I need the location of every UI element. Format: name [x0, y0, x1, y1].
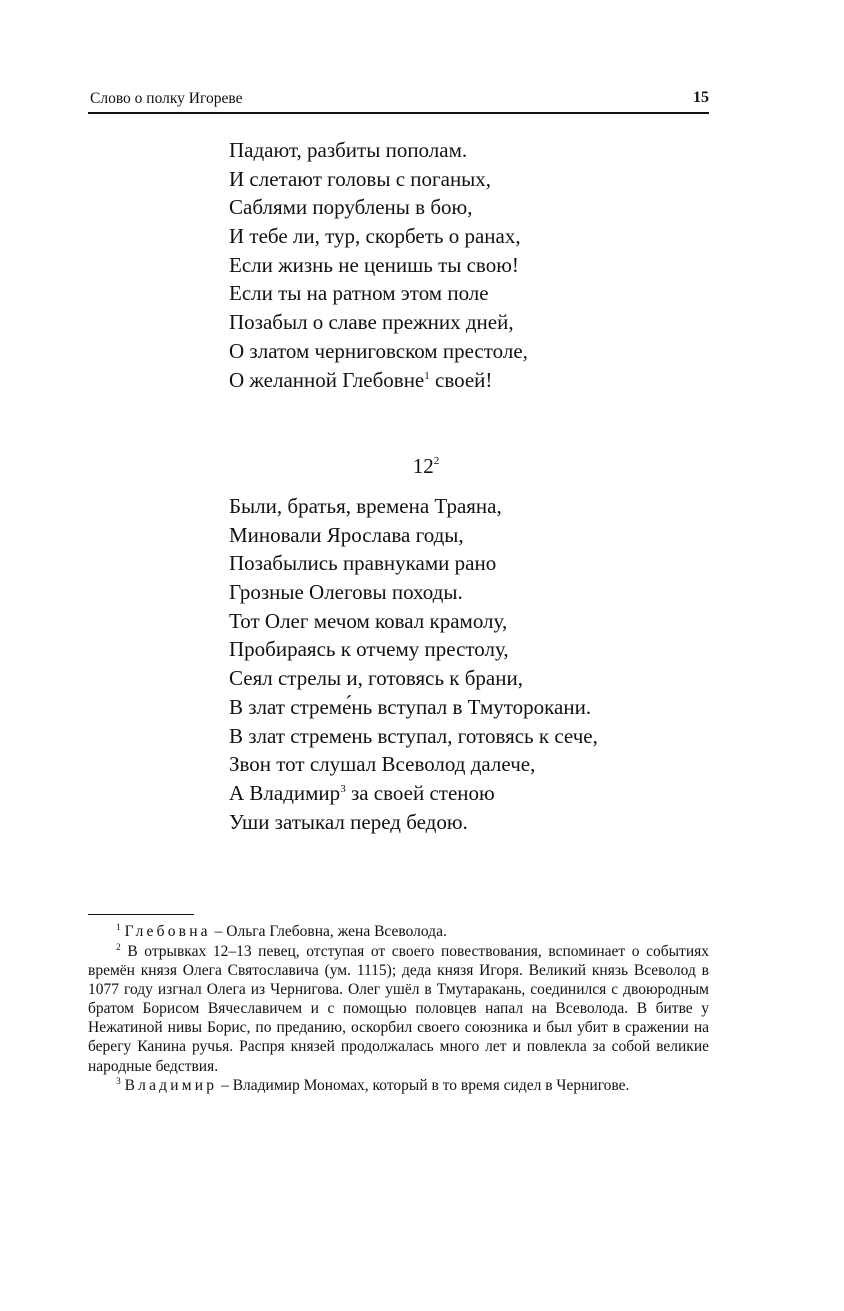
verse-line: Уши затыкал перед бедою.	[229, 809, 468, 834]
verse-line: Саблями порублены в бою,	[229, 195, 473, 220]
verse-text: за своей стеною	[350, 780, 495, 805]
footnote-text: – Владимир Мономах, который в то время сидел в Чернигове.	[217, 1076, 630, 1094]
stanza-12-verses	[229, 492, 598, 836]
verse-text: А Владимир	[229, 780, 341, 805]
verse-line: Позабылись правнуками рано	[229, 551, 497, 576]
footnote-ref-1[interactable]: 1	[424, 369, 430, 382]
verse-line: Если ты на ратном этом поле	[229, 281, 489, 306]
footnote-divider	[88, 914, 194, 915]
footnote-3	[88, 1076, 709, 1095]
running-header	[88, 88, 709, 114]
footnote-2	[88, 942, 709, 1076]
footnote-ref-3[interactable]: 3	[340, 782, 346, 795]
verse-line: Позабыл о славе прежних дней,	[229, 310, 514, 335]
verse-text: О желанной Глебовне	[229, 367, 425, 392]
footnote-text: – Ольга Глебовна, жена Всеволода.	[210, 923, 447, 940]
verse-line: Тот Олег мечом ковал крамолу,	[229, 608, 508, 633]
footnotes	[88, 922, 709, 1095]
verse-line: Если жизнь не ценишь ты свою!	[229, 252, 519, 277]
verse-line: В злат стреме́нь вступал в Тмуторокани.	[229, 694, 592, 719]
verse-line	[229, 779, 598, 808]
verse-line: О златом черниговском престоле,	[229, 338, 528, 363]
footnote-marker: 3	[116, 1076, 121, 1087]
verse-line	[229, 366, 528, 395]
verse-line: Падают, разбиты пополам.	[229, 138, 468, 162]
footnote-text: В отрывках 12–13 певец, отступая от своего повествования, вспоминает о событиях времён князя Олега Святославича (ум. 1115); деда князя Игоря. Великий князь Всеволод в 1077 году изгнал Олега из Чернигова. Олег ушёл в Тмутаракань, соединился с двоюродным братом Борисом Вячеславичем и с помощью половцев напал на Всеволода. В битве у Нежатиной нивы Борис, по преданию, оскорбил своего союзника и был убит в сражении на берегу Канина ручья. Распря князей продолжалась много лет и повлекла за собой великие народные бедствия.	[88, 943, 709, 1075]
footnote-1	[88, 922, 709, 942]
verse-line: Сеял стрелы и, готовясь к брани,	[229, 666, 523, 691]
footnote-ref-2[interactable]: 2	[433, 455, 440, 467]
verse-line: В злат стремень вступал, готовясь к сече,	[229, 723, 598, 748]
footnote-marker: 2	[116, 943, 121, 953]
running-title: Слово о полку Игореве	[90, 90, 243, 107]
section-number-text: 12	[412, 454, 434, 478]
verse-line: И тебе ли, тур, скорбеть о ранах,	[229, 224, 521, 249]
footnote-marker: 1	[116, 923, 121, 933]
verse-line: Миновали Ярослава годы,	[229, 522, 464, 547]
verse-line: Пробираясь к отчему престолу,	[229, 637, 509, 662]
verse-line: И слетают головы с поганых,	[229, 166, 492, 191]
footnote-term: Владимир	[124, 1076, 218, 1094]
verse-line: Грозные Олеговы походы.	[229, 580, 463, 605]
section-number	[0, 454, 844, 479]
verse-text: своей!	[435, 367, 493, 392]
verse-line: Были, братья, времена Траяна,	[229, 494, 502, 518]
footnote-term: Глебовна	[124, 923, 211, 940]
page-number: 15	[693, 89, 709, 106]
verse-line: Звон тот слушал Всеволод далече,	[229, 752, 536, 777]
stanza-11-verses	[229, 136, 528, 394]
